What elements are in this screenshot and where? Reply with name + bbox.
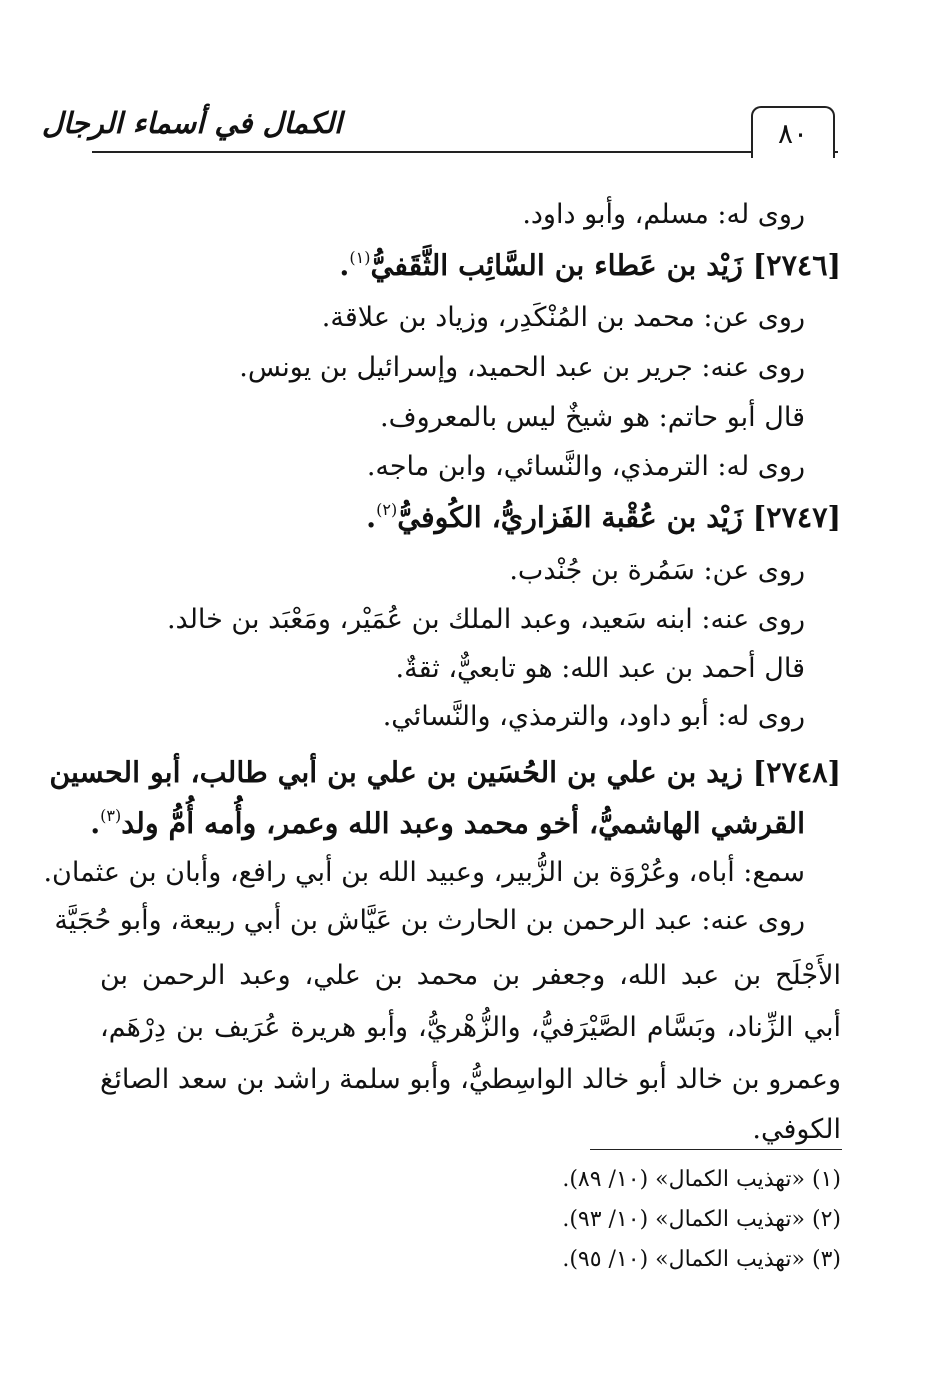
entry-heading-continuation: القرشي الهاشميُّ، أخو محمد وعبد الله وعمر، وأُمه أُمُّ ولد$^{(٣)}$. (90, 806, 805, 840)
footnote-1: (١) «تهذيب الكمال» (١٠/ ٨٩). (562, 1167, 841, 1192)
text-line: قال أبو حاتم: هو شيخٌ ليس بالمعروف. (380, 402, 805, 433)
text-line: وعمرو بن خالد أبو خالد الواسِطيُّ، وأبو سلمة راشد بن سعد الصائغ (100, 1064, 841, 1095)
text-line: روى عنه: جرير بن عبد الحميد، وإسرائيل بن يونس. (239, 352, 805, 383)
entry-heading-2747: [٢٧٤٧] زَيْد بن عُقْبة الفَزاريُّ، الكُوفيُّ$^{(٢)}$. (366, 500, 841, 534)
text-line: قال أحمد بن عبد الله: هو تابعيٌّ، ثقةٌ. (395, 653, 805, 684)
entry-heading-2746: [٢٧٤٦] زَيْد بن عَطاء بن السَّائِب الثَّقَفيُّ$^{(١)}$. (339, 248, 841, 282)
footnote-reference: (٢) (376, 500, 398, 519)
text-line: الأَجْلَح بن عبد الله، وجعفر بن محمد بن علي، وعبد الرحمن بن (100, 960, 841, 991)
footnote-2: (٢) «تهذيب الكمال» (١٠/ ٩٣). (562, 1207, 841, 1232)
text-line: روى له: الترمذي، والنَّسائي، وابن ماجه. (366, 451, 805, 482)
text-line: روى عنه: ابنه سَعيد، وعبد الملك بن عُمَيْر، ومَعْبَد بن خالد. (166, 604, 805, 635)
text-line: روى له: مسلم، وأبو داود. (522, 199, 805, 230)
text-line: أبي الزِّناد، وبَسَّام الصَّيْرَفيُّ، والزُّهْريُّ، وأبو هريرة عُرَيف بن دِرْهَم، (100, 1012, 841, 1043)
text-line: الكوفي. (752, 1114, 841, 1145)
text-line: روى عنه: عبد الرحمن بن الحارث بن عَيَّاش بن أبي ربيعة، وأبو حُجَيَّة (54, 905, 805, 936)
running-book-title: الكمال في أسماء الرجال (41, 106, 343, 140)
text-line: روى عن: سَمُرة بن جُنْدب. (509, 555, 805, 586)
footnote-reference: (٣) (100, 806, 122, 825)
text-line: روى له: أبو داود، والترمذي، والنَّسائي. (382, 701, 805, 732)
text-line: سمع: أباه، وعُرْوَة بن الزُّبير، وعبيد الله بن أبي رافع، وأبان بن عثمان. (43, 857, 805, 888)
footnote-3: (٣) «تهذيب الكمال» (١٠/ ٩٥). (562, 1247, 841, 1272)
page-number: ٨٠ (751, 106, 835, 158)
footnote-reference: (١) (349, 248, 371, 267)
text-line: روى عن: محمد بن المُنْكَدِر، وزياد بن علاقة. (321, 302, 805, 333)
entry-heading-2748: [٢٧٤٨] زيد بن علي بن الحُسَين بن علي بن أبي طالب، أبو الحسين (49, 755, 841, 789)
footnote-rule (590, 1149, 842, 1150)
header-rule (92, 151, 838, 153)
